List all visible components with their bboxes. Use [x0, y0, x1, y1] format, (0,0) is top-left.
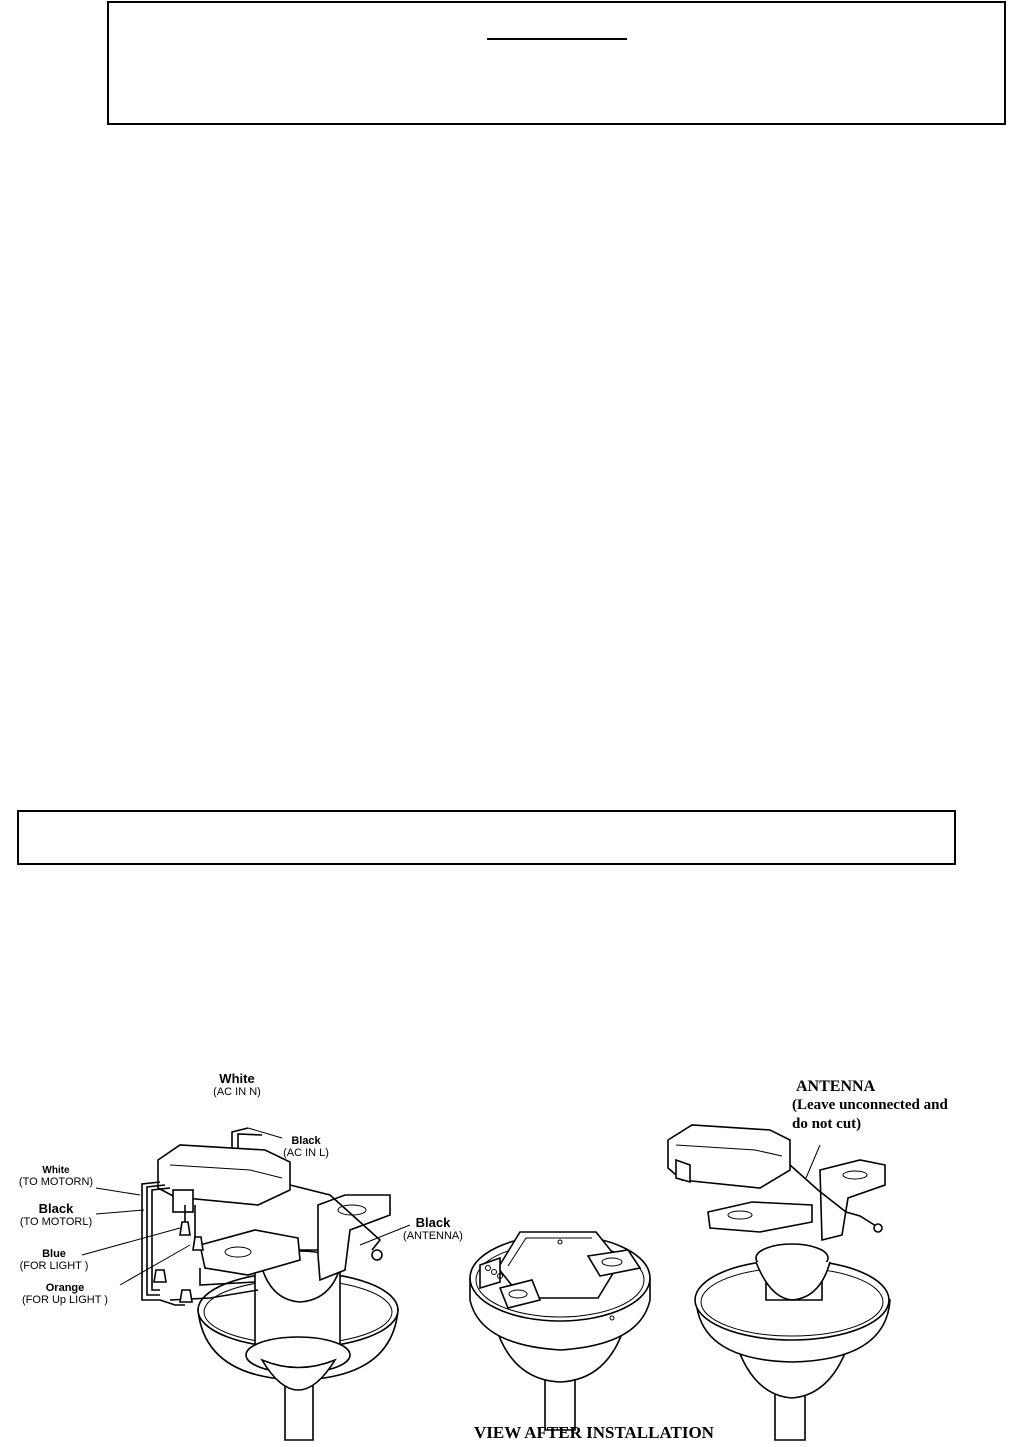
label-black-to-motor-name: Black: [38, 1201, 74, 1216]
label-blue-for-light-name: Blue: [42, 1248, 66, 1260]
label-orange-for-up-light: [14, 1282, 116, 1306]
right-antenna-drawing: [668, 1125, 890, 1440]
label-white-ac-in-desc: (AC IN N): [213, 1086, 261, 1099]
left-wiring-drawing: [82, 1128, 410, 1440]
label-black-ac-in-name: Black: [291, 1135, 321, 1147]
label-antenna-note-line-1: (Leave unconnected and: [792, 1097, 948, 1113]
label-white-ac-in: [196, 1072, 278, 1098]
label-black-ac-in: [272, 1135, 340, 1159]
label-white-to-motor-desc: (TO MOTORN): [18, 1176, 94, 1188]
middle-installed-drawing: [470, 1232, 650, 1430]
label-blue-for-light: [14, 1248, 94, 1272]
label-antenna-title: ANTENNA: [796, 1078, 876, 1095]
label-blue-for-light-desc: (FOR LIGHT ): [19, 1260, 89, 1273]
label-antenna-note-line-2: do not cut): [792, 1116, 862, 1132]
label-black-antenna: [398, 1216, 468, 1242]
label-white-ac-in-name: White: [219, 1071, 255, 1086]
label-orange-for-up-light-name: Orange: [45, 1282, 85, 1294]
figure-caption: VIEW AFTER INSTALLATION: [474, 1423, 714, 1442]
label-white-to-motor-name: White: [42, 1165, 70, 1176]
label-black-antenna-desc: (ANTENNA): [403, 1230, 463, 1243]
label-orange-for-up-light-desc: (FOR Up LIGHT ): [22, 1294, 108, 1307]
label-black-ac-in-desc: (AC IN L): [283, 1147, 329, 1160]
label-black-to-motor: [14, 1202, 98, 1228]
label-black-to-motor-desc: (TO MOTORL): [19, 1216, 93, 1229]
label-black-antenna-name: Black: [415, 1215, 451, 1230]
label-white-to-motor: [14, 1165, 98, 1188]
